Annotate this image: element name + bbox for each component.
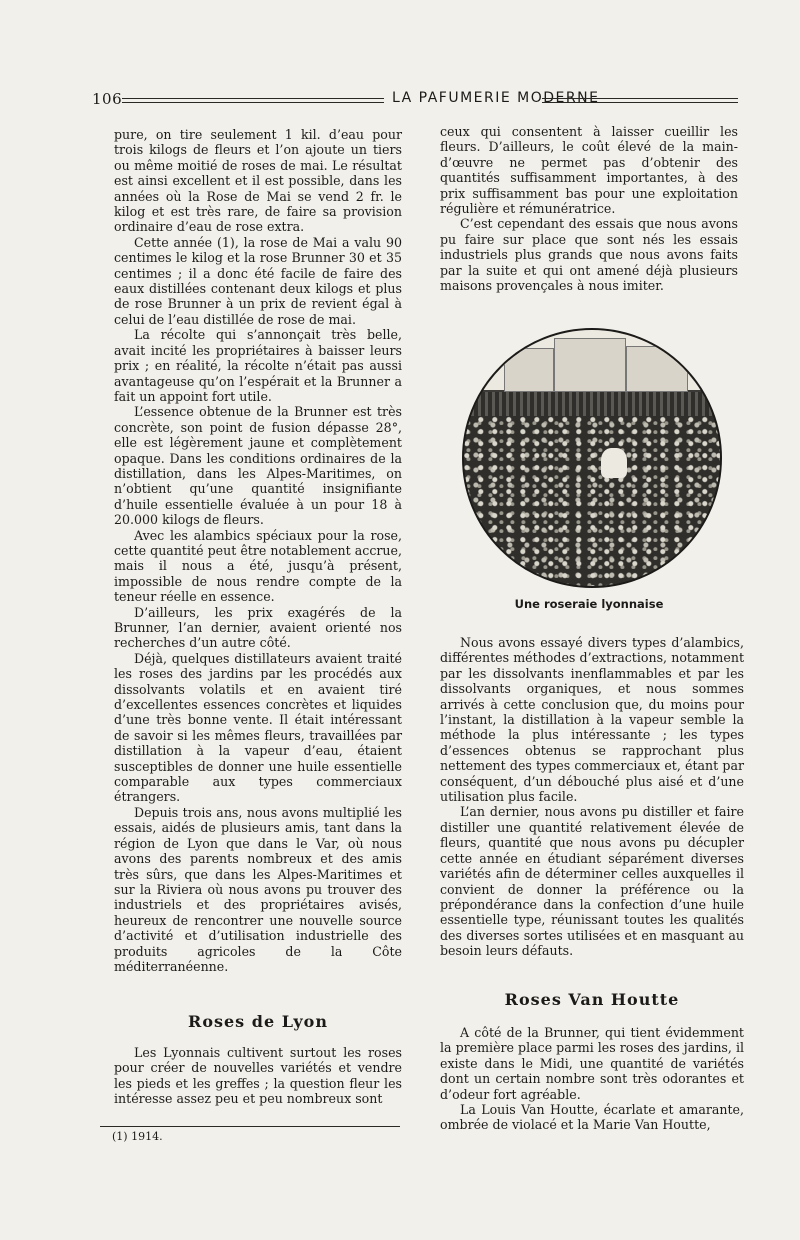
left-column-body <box>114 127 402 974</box>
footnote-rule <box>100 1126 400 1127</box>
paragraph: C’est cependant des essais que nous avons pu faire sur place que sont nés les essais industriels plus grands que nous avons faits par la suite et qui ont amené déjà plusieurs maisons provençales à nous imiter. <box>440 216 738 294</box>
paragraph: L’essence obtenue de la Brunner est très concrète, son point de fusion dépasse 28°, elle est légèrement jaune et complètement opaque. Dans les conditions ordinaires de la distillation, dans les Alpes-Maritimes, on n’obtient qu’une quantité insignifiante d’huile essentielle évaluée à un pour 18 à 20.000 kilogs de fleurs. <box>114 404 402 528</box>
right-column-top <box>440 124 738 293</box>
running-header <box>92 90 738 110</box>
photo-worker <box>601 448 627 478</box>
paragraph: Les Lyonnais cultivent surtout les roses pour créer de nouvelles variétés et vendre les pieds et les greffes ; la question fleur les intéresse assez peu et peu nombreux sont <box>114 1045 402 1107</box>
section-heading-roses-de-lyon: Roses de Lyon <box>188 1012 328 1031</box>
paragraph: La Louis Van Houtte, écarlate et amarante, ombrée de violacé et la Marie Van Houtte, <box>440 1102 744 1133</box>
paragraph: Depuis trois ans, nous avons multiplié les essais, aidés de plusieurs amis, tant dans la région de Lyon que dans le Var, où nous avons des parents nombreux et des amis très sûrs, que dans les Alpes-Maritimes et sur la Riviera où nous avons pu trouver des industriels et des propriétaires avisés, heureux de rencontrer une nouvelle source d’activité et d’utilisation industrielle des produits agricoles de la Côte méditerranéenne. <box>114 804 402 974</box>
paragraph: Cette année (1), la rose de Mai a valu 90 centimes le kilog et la rose Brunner 30 et 35 centimes ; il a donc été facile de faire des eaux distillées contenant deux kilogs et plus de rose Brunner à un prix de revient égal à celui de l’eau distillée de rose de mai. <box>114 234 402 327</box>
paragraph: L’an dernier, nous avons pu distiller et faire distiller une quantité relativement élevée de fleurs, quantité que nous avons pu décupler cette année en étudiant séparément diverses variétés afin de déterminer celles auxquelles il convient de donner la préférence ou la prépondérance dans la confection d’une huile essentielle type, réunissant toutes les qualités des diverses sortes utilisées et en masquant au besoin leurs défauts. <box>440 804 744 959</box>
paragraph: La récolte qui s’annonçait très belle, avait incité les propriétaires à baisser leurs prix ; en réalité, la récolte n’était pas aussi avantageuse qu’on l’espérait et la Brunner a fait un appoint fort utile. <box>114 327 402 404</box>
section-heading-roses-van-houtte: Roses Van Houtte <box>504 990 680 1009</box>
roses-van-houtte-body <box>440 1025 744 1133</box>
photo-rose-field <box>464 416 720 586</box>
photo-building <box>626 346 688 392</box>
paragraph: ceux qui consentent à laisser cueillir les fleurs. D’ailleurs, le coût élevé de la main-d’œuvre ne permet pas d’obtenir des quantités suffisamment importantes, à des prix suffisamment bas pour une exploitation régulière et rémunératrice. <box>440 124 738 217</box>
photo-caption: Une roseraie lyonnaise <box>514 597 664 611</box>
paragraph: D’ailleurs, les prix exagérés de la Brunner, l’an dernier, avaient orienté nos recherches d’un autre côté. <box>114 604 402 651</box>
header-rule-right <box>542 98 738 103</box>
photo-hedge <box>464 392 720 418</box>
page-number: 106 <box>92 90 123 108</box>
footnote: (1) 1914. <box>112 1130 163 1143</box>
paragraph: Avec les alambics spéciaux pour la rose, cette quantité peut être notablement accrue, mais il nous a été, jusqu’à présent, impossible de nous rendre compte de la teneur réelle en essence. <box>114 527 402 605</box>
roses-de-lyon-body <box>114 1045 402 1107</box>
paragraph: Déjà, quelques distillateurs avaient traité les roses des jardins par les procédés aux dissolvants volatils et en avaient tiré d’excellentes essences concrètes et liquides d’une très bonne vente. Il était intéressant de savoir si les mêmes fleurs, travaillées par distillation à la vapeur d’eau, étaient susceptibles de donner une huile essentielle comparable aux types commerciaux étrangers. <box>114 650 402 805</box>
paragraph: Nous avons essayé divers types d’alambics, différentes méthodes d’extractions, notamment par les dissolvants inenflammables et par les dissolvants organiques, et nous sommes arrivés à cette conclusion que, du moins pour l’instant, la distillation à la vapeur semble la méthode la plus intéressante ; les types d’essences obtenus se rapprochant plus nettement des types commerciaux et, étant par conséquent, d’un débouché plus aisé et d’une utilisation plus facile. <box>440 635 744 805</box>
paragraph: A côté de la Brunner, qui tient évidemment la première place parmi les roses des jardins, il existe dans le Midi, une quantité de variétés dont un certain nombre sont très odorantes et d’odeur fort agréable. <box>440 1025 744 1102</box>
header-rule-left <box>122 98 384 103</box>
paragraph: pure, on tire seulement 1 kil. d’eau pour trois kilogs de fleurs et l’on ajoute un tiers ou même moitié de roses de mai. Le résultat est ainsi excellent et il est possible, dans les années où la Rose de Mai se vend 2 fr. le kilog et est très rare, de faire sa provision ordinaire d’eau de rose extra. <box>114 127 402 235</box>
journal-title: LA PAFUMERIE MODERNE <box>392 90 600 106</box>
right-column-middle <box>440 635 744 959</box>
rose-garden-photo <box>462 328 722 588</box>
photo-building <box>504 348 554 392</box>
photo-building <box>554 338 626 392</box>
